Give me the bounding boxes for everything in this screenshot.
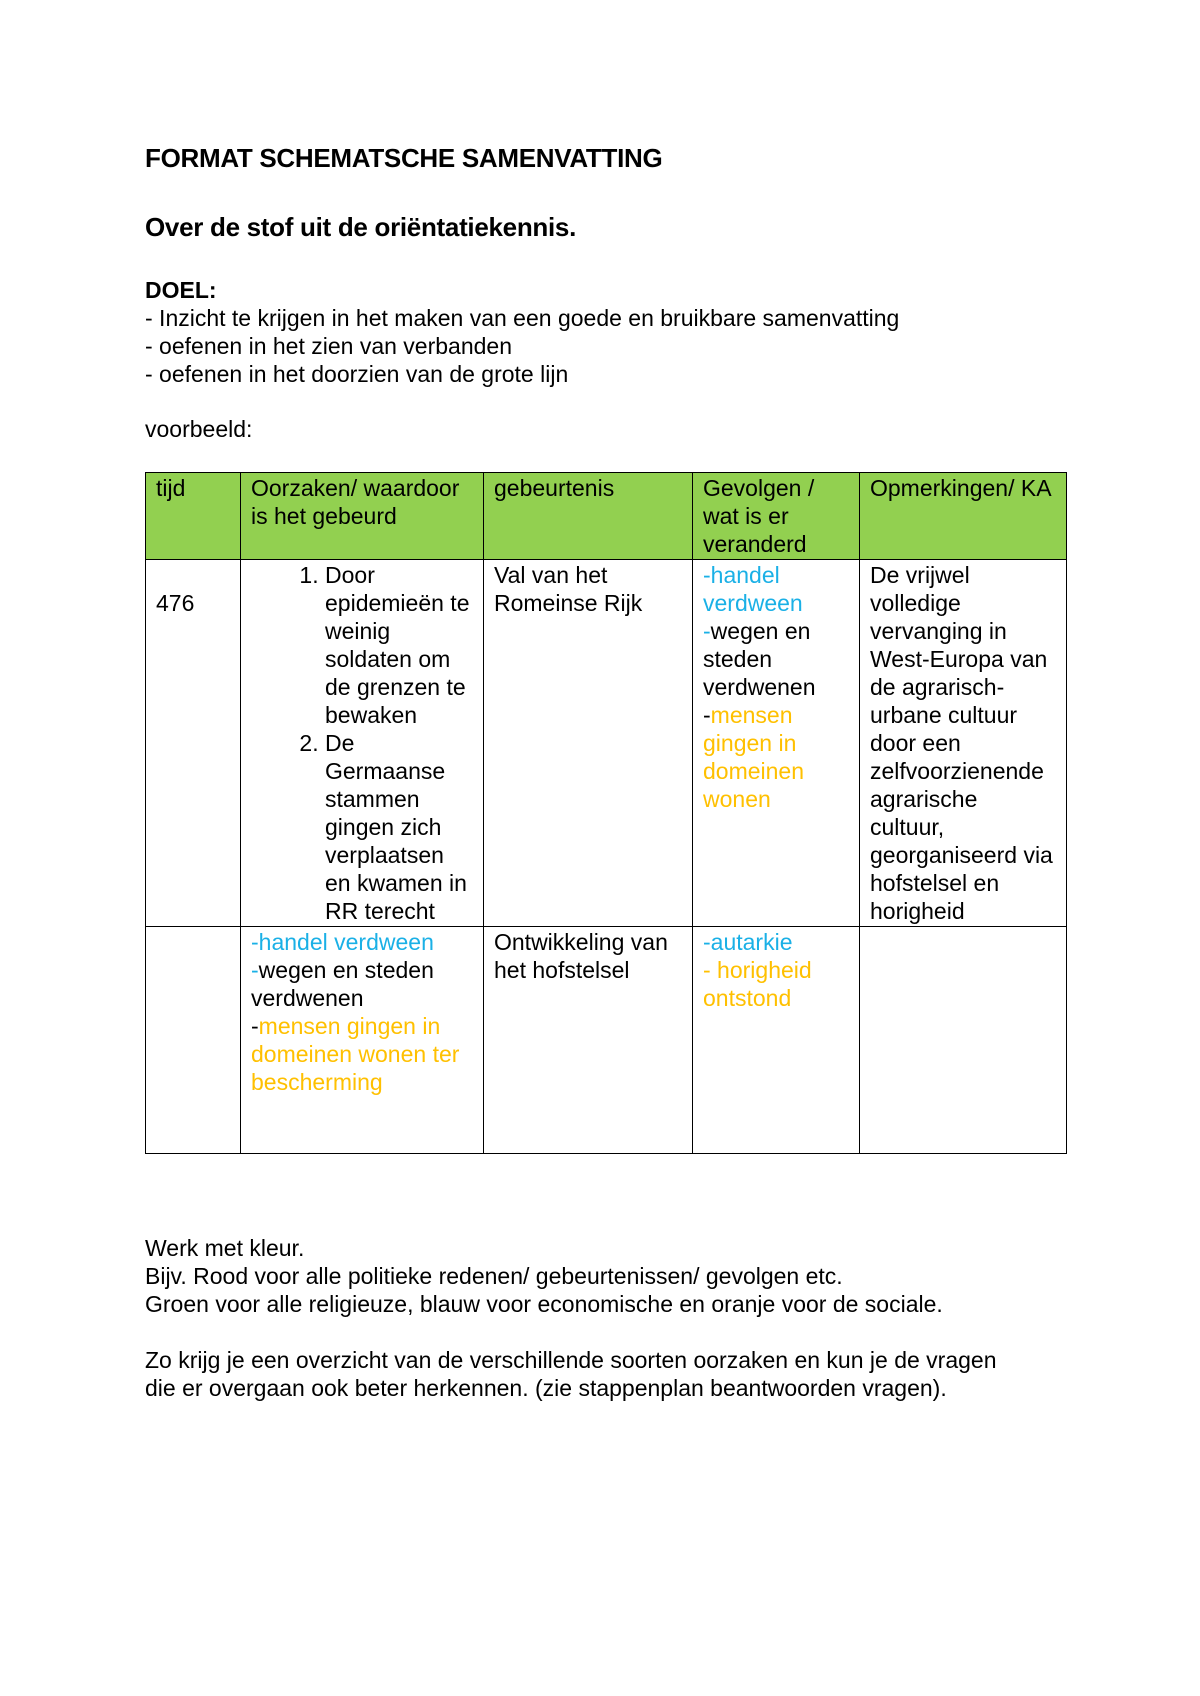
closing-line: die er overgaan ook beter herkennen. (zie stappenplan beantwoorden vragen). [145,1375,947,1401]
header-cell-event: gebeurtenis [484,473,693,560]
cause-item: 2. De Germaanse stammen gingen zich verplaatsen en kwamen in RR terecht [325,729,473,925]
summary-table [145,472,1067,1154]
header-cell-remarks: Opmerkingen/ KA [860,473,1067,560]
table-header-row [146,473,1067,560]
note-line: Bijv. Rood voor alle politieke redenen/ gebeurtenissen/ gevolgen etc. [145,1263,843,1289]
effect-item: - horigheid ontstond [703,957,812,1011]
color-instructions [145,1234,943,1318]
cause-item: -handel verdween [251,929,434,955]
example-label: voorbeeld: [145,416,253,442]
effect-item: -autarkie [703,929,793,955]
cell-time [146,927,241,1154]
note-line: Groen voor alle religieuze, blauw voor economische en oranje voor de sociale. [145,1291,943,1317]
header-cell-causes: Oorzaken/ waardoor is het gebeurd [241,473,484,560]
cell-event: Val van het Romeinse Rijk [484,560,693,927]
causes-list [251,561,473,925]
cell-remarks [860,927,1067,1154]
goal-label: DOEL: [145,277,217,303]
goal-item: - Inzicht te krijgen in het maken van een goede en bruikbare samenvatting [145,305,900,331]
cell-effects [693,560,860,927]
cause-item: -mensen gingen in domeinen wonen ter bescherming [251,1013,460,1095]
goal-item: - oefenen in het zien van verbanden [145,333,512,359]
effect-item: -handel verdween [703,562,803,616]
cell-causes [241,927,484,1154]
table-row [146,560,1067,927]
document-title: FORMAT SCHEMATSCHE SAMENVATTING [145,143,663,173]
document-subtitle: Over de stof uit de oriëntatiekennis. [145,212,577,242]
time-value: 476 [156,590,195,616]
goal-item: - oefenen in het doorzien van de grote lijn [145,361,569,387]
note-line: Werk met kleur. [145,1235,305,1261]
cause-item: -wegen en steden verdwenen [251,957,434,1011]
cause-item: 1. Door epidemieën te weinig soldaten om de grenzen te bewaken [325,561,473,729]
cell-time [146,560,241,927]
goal-section [145,276,899,388]
closing-line: Zo krijg je een overzicht van de verschillende soorten oorzaken en kun je de vragen [145,1347,997,1373]
effect-item: -wegen en steden verdwenen [703,618,816,700]
closing-paragraph [145,1346,997,1402]
table-row [146,927,1067,1154]
cell-remarks: De vrijwel volledige vervanging in West-Europa van de agrarisch-urbane cultuur door een zelfvoorzienende agrarische cultuur, georganiseerd via hofstelsel en horigheid [860,560,1067,927]
cell-effects [693,927,860,1154]
effect-item: -mensen gingen in domeinen wonen [703,702,805,812]
cell-event: Ontwikkeling van het hofstelsel [484,927,693,1154]
header-cell-effects: Gevolgen / wat is er veranderd [693,473,860,560]
cell-causes [241,560,484,927]
header-cell-time: tijd [146,473,241,560]
